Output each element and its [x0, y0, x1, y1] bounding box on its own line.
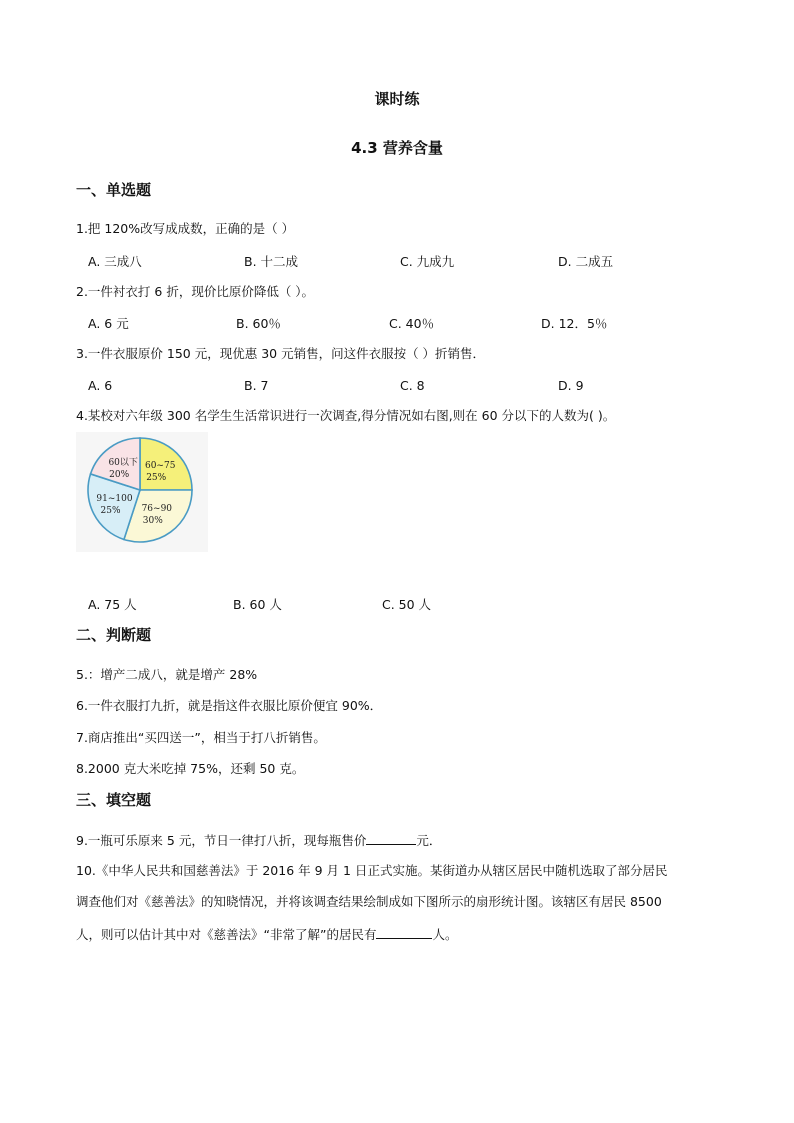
question-9-text: 9.一瓶可乐原来 5 元，节日一律打八折，现每瓶售价	[76, 833, 367, 848]
question-10-unit: 人。	[432, 927, 458, 942]
question-4-option-c[interactable]: C. 50 人	[382, 597, 432, 612]
pie-slice-percent: 25%	[100, 505, 121, 516]
pie-slice-percent: 25%	[146, 472, 167, 483]
question-3-option-c[interactable]: C. 8	[400, 378, 425, 393]
question-3-option-d[interactable]: D. 9	[558, 378, 584, 393]
question-7: 7.商店推出“买四送一”，相当于打八折销售。	[76, 730, 326, 745]
question-4-stem: 4.某校对六年级 300 名学生生活常识进行一次调查,得分情况如右图,则在 60 分以下的人数为( )。	[76, 408, 616, 423]
pie-slice-label: 60以下	[108, 457, 138, 468]
question-9-unit: 元．	[416, 833, 442, 848]
question-10-text: 人，则可以估计其中对《慈善法》“非常了解”的居民有	[76, 927, 377, 942]
section-heading-true-false: 二、判断题	[76, 626, 152, 644]
question-10-line-1: 10.《中华人民共和国慈善法》于 2016 年 9 月 1 日正式实施。某街道办从辖区居民中随机选取了部分居民	[76, 863, 668, 878]
pie-slice-percent: 20%	[109, 469, 130, 480]
question-2-option-b[interactable]: B. 60％	[236, 316, 281, 331]
section-heading-fill-blank: 三、填空题	[76, 791, 152, 809]
question-2-option-d[interactable]: D. 12．5％	[541, 316, 608, 331]
question-1-option-c[interactable]: C. 九成九	[400, 254, 455, 269]
question-10-line-2: 调查他们对《慈善法》的知晓情况，并将该调查结果绘制成如下图所示的扇形统计图。该辖区有居民 8500	[76, 894, 662, 909]
question-1-stem: 1.把 120%改写成成数，正确的是（ ）	[76, 221, 295, 236]
question-2-stem: 2.一件衬衣打 6 折，现价比原价降低（ ）。	[76, 284, 315, 299]
question-2-option-a[interactable]: A. 6 元	[88, 316, 129, 331]
page-title: 课时练	[374, 90, 420, 108]
question-8: 8.2000 克大米吃掉 75%，还剩 50 克。	[76, 761, 305, 776]
pie-slice-label: 76~90	[141, 504, 173, 515]
pie-chart-svg	[76, 432, 208, 552]
pie-slice-label: 91~100	[96, 493, 133, 504]
question-4-option-b[interactable]: B. 60 人	[233, 597, 282, 612]
pie-slice-label: 60~75	[144, 460, 176, 471]
question-4-option-a[interactable]: A. 75 人	[88, 597, 137, 612]
question-1-option-d[interactable]: D. 二成五	[558, 254, 614, 269]
question-3-stem: 3.一件衣服原价 150 元，现优惠 30 元销售，问这件衣服按（ ）折销售．	[76, 346, 486, 361]
question-2-option-c[interactable]: C. 40％	[389, 316, 435, 331]
page-subtitle: 4.3 营养含量	[351, 139, 443, 157]
question-1-option-b[interactable]: B. 十二成	[244, 254, 299, 269]
score-pie-chart	[76, 432, 208, 552]
section-heading-single-choice: 一、单选题	[76, 181, 152, 199]
question-6: 6.一件衣服打九折，就是指这件衣服比原价便宜 90%．	[76, 698, 383, 713]
question-10-line-3	[76, 926, 457, 943]
question-1-option-a[interactable]: A. 三成八	[88, 254, 142, 269]
question-10-answer-blank[interactable]	[376, 926, 432, 939]
question-3-option-a[interactable]: A. 6	[88, 378, 113, 393]
pie-slice-percent: 30%	[142, 516, 163, 527]
question-3-option-b[interactable]: B. 7	[244, 378, 269, 393]
question-9-answer-blank[interactable]	[366, 832, 416, 845]
question-9	[76, 832, 441, 849]
question-5: 5.：增产二成八，就是增产 28%	[76, 667, 258, 682]
